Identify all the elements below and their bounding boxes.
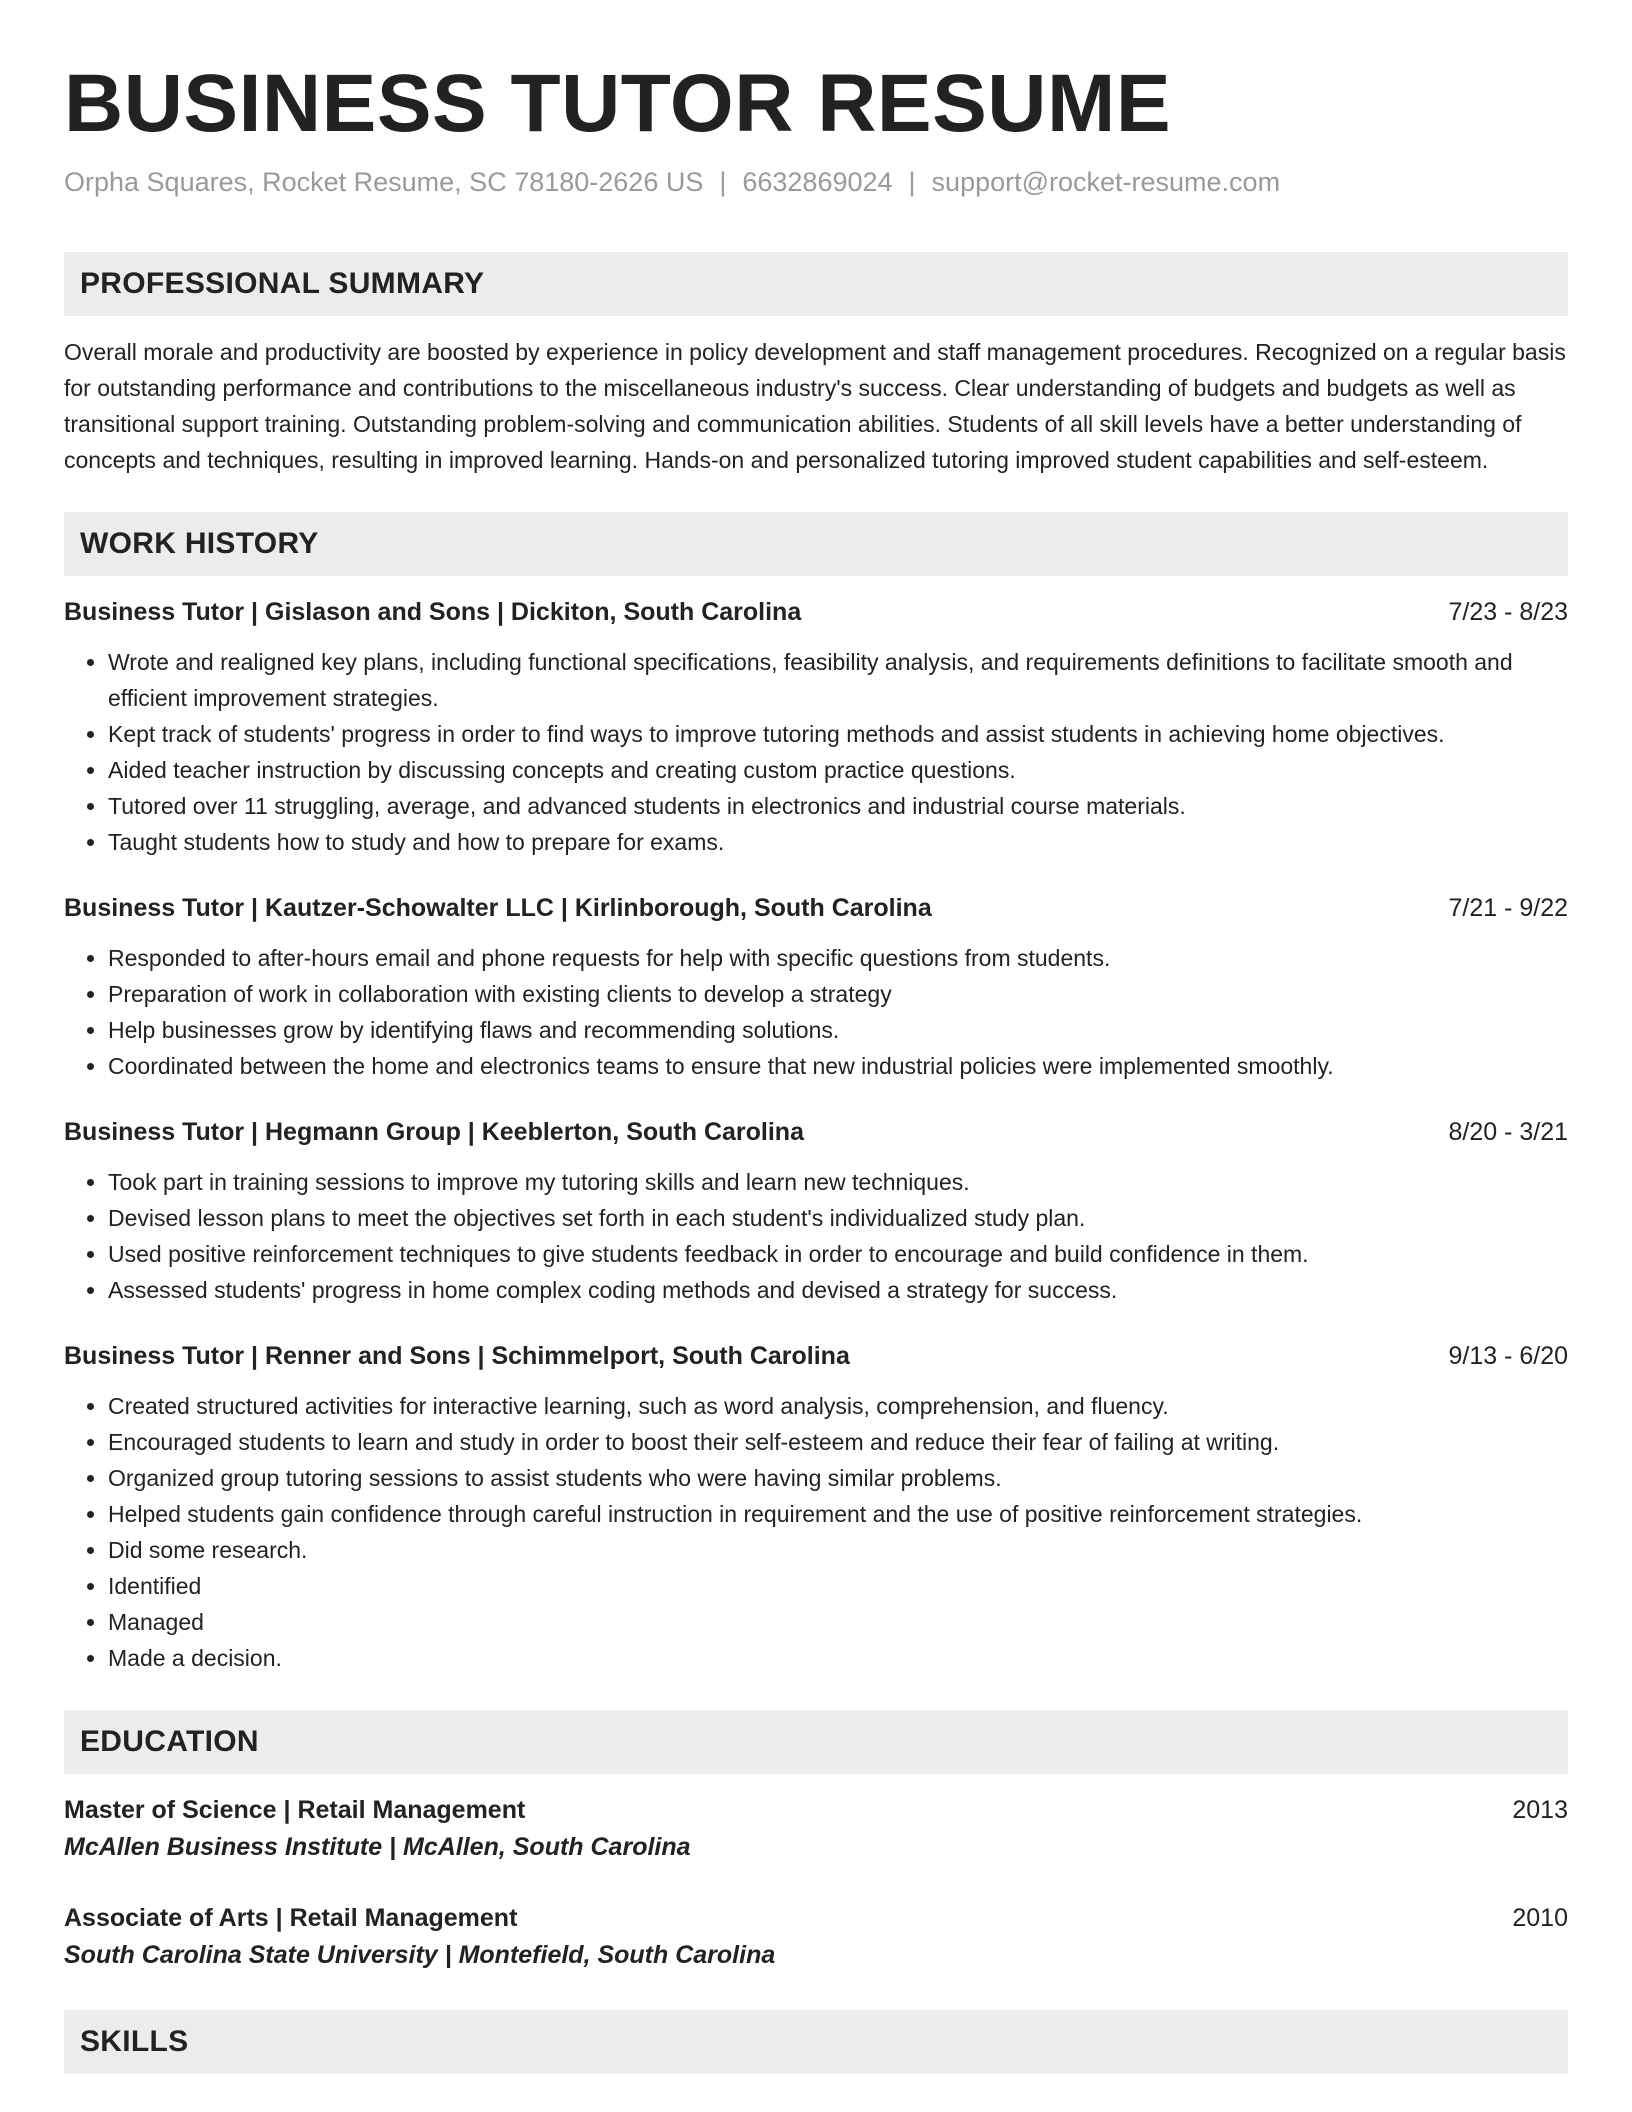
bullet-item: • Did some research. [108, 1532, 1568, 1568]
education-school: McAllen Business Institute | McAllen, South Carolina [64, 1833, 691, 1861]
bullet-item: • Taught students how to study and how to prepare for exams. [108, 824, 1568, 860]
bullet-item: • Created structured activities for interactive learning, such as word analysis, comprehension, and fluency. [108, 1388, 1568, 1424]
education-degree: Associate of Arts | Retail Management [64, 1904, 518, 1932]
skills-heading: SKILLS [64, 2010, 1568, 2074]
bullet-item: • Took part in training sessions to improve my tutoring skills and learn new techniques. [108, 1164, 1568, 1200]
education-heading: EDUCATION [64, 1710, 1568, 1774]
bullet-item: • Organized group tutoring sessions to assist students who were having similar problems. [108, 1460, 1568, 1496]
contact-line [64, 164, 1568, 200]
bullet-item: • Helped students gain confidence through careful instruction in requirement and the use of positive reinforcement strategies. [108, 1496, 1568, 1532]
bullet-item: • Responded to after-hours email and phone requests for help with specific questions from students. [108, 940, 1568, 976]
job-entry [64, 1114, 1568, 1308]
bullet-item: • Help businesses grow by identifying flaws and recommending solutions. [108, 1012, 1568, 1048]
job-entry [64, 890, 1568, 1084]
job-title: Business Tutor | Hegmann Group | Keeblerton, South Carolina [64, 1118, 804, 1146]
job-header [64, 594, 1568, 630]
bullet-item: • Tutored over 11 struggling, average, and advanced students in electronics and industrial course materials. [108, 788, 1568, 824]
work-history-heading: WORK HISTORY [64, 512, 1568, 576]
education-entry [64, 1900, 1568, 1974]
resume-title: BUSINESS TUTOR RESUME [64, 58, 1172, 149]
summary-heading: PROFESSIONAL SUMMARY [64, 252, 1568, 316]
bullet-item: • Preparation of work in collaboration with existing clients to develop a strategy [108, 976, 1568, 1012]
bullet-item: • Encouraged students to learn and study in order to boost their self-esteem and reduce their fear of failing at writing. [108, 1424, 1568, 1460]
job-dates: 7/21 - 9/22 [1448, 894, 1568, 922]
job-bullets [64, 1388, 1568, 1676]
education-school: South Carolina State University | Montefield, South Carolina [64, 1941, 776, 1969]
contact-phone: 6632869024 [742, 167, 893, 197]
job-bullets [64, 1164, 1568, 1308]
bullet-item: • Managed [108, 1604, 1568, 1640]
bullet-item: • Made a decision. [108, 1640, 1568, 1676]
job-header [64, 1114, 1568, 1150]
contact-separator: | [719, 167, 727, 197]
job-entry [64, 1338, 1568, 1676]
bullet-item: • Used positive reinforcement techniques to give students feedback in order to encourage and build confidence in them. [108, 1236, 1568, 1272]
education-year: 2010 [1512, 1904, 1568, 1932]
education-year: 2013 [1512, 1796, 1568, 1824]
job-dates: 7/23 - 8/23 [1448, 598, 1568, 626]
education-entry [64, 1792, 1568, 1866]
contact-address: Orpha Squares, Rocket Resume, SC 78180-2626 US [64, 167, 704, 197]
bullet-item: • Kept track of students' progress in order to find ways to improve tutoring methods and assist students in achieving home objectives. [108, 716, 1568, 752]
job-bullets [64, 940, 1568, 1084]
job-dates: 8/20 - 3/21 [1448, 1118, 1568, 1146]
education-header [64, 1900, 1568, 1936]
job-title: Business Tutor | Renner and Sons | Schimmelport, South Carolina [64, 1342, 850, 1370]
education-header [64, 1792, 1568, 1828]
bullet-item: • Devised lesson plans to meet the objectives set forth in each student's individualized study plan. [108, 1200, 1568, 1236]
job-dates: 9/13 - 6/20 [1448, 1342, 1568, 1370]
bullet-item: • Coordinated between the home and electronics teams to ensure that new industrial policies were implemented smoothly. [108, 1048, 1568, 1084]
job-header [64, 1338, 1568, 1374]
bullet-item: • Assessed students' progress in home complex coding methods and devised a strategy for success. [108, 1272, 1568, 1308]
education-degree: Master of Science | Retail Management [64, 1796, 526, 1824]
job-entry [64, 594, 1568, 860]
bullet-item: • Wrote and realigned key plans, including functional specifications, feasibility analysis, and requirements definitions to facilitate smooth and efficient improvement strategies. [108, 644, 1568, 716]
contact-email: support@rocket-resume.com [931, 167, 1281, 197]
bullet-item: • Aided teacher instruction by discussing concepts and creating custom practice questions. [108, 752, 1568, 788]
job-title: Business Tutor | Kautzer-Schowalter LLC | Kirlinborough, South Carolina [64, 894, 932, 922]
bullet-item: • Identified [108, 1568, 1568, 1604]
job-header [64, 890, 1568, 926]
job-title: Business Tutor | Gislason and Sons | Dickiton, South Carolina [64, 598, 802, 626]
contact-separator: | [908, 167, 916, 197]
job-bullets [64, 644, 1568, 860]
summary-text: Overall morale and productivity are boosted by experience in policy development and staff management procedures. Recognized on a regular basis for outstanding performance and contributions to the miscellaneous industry's success. Clear understanding of budgets and budgets as well as transitional support training. Outstanding problem-solving and communication abilities. Students of all skill levels have a better understanding of concepts and techniques, resulting in improved learning. Hands-on and personalized tutoring improved student capabilities and self-esteem. [64, 339, 1566, 473]
